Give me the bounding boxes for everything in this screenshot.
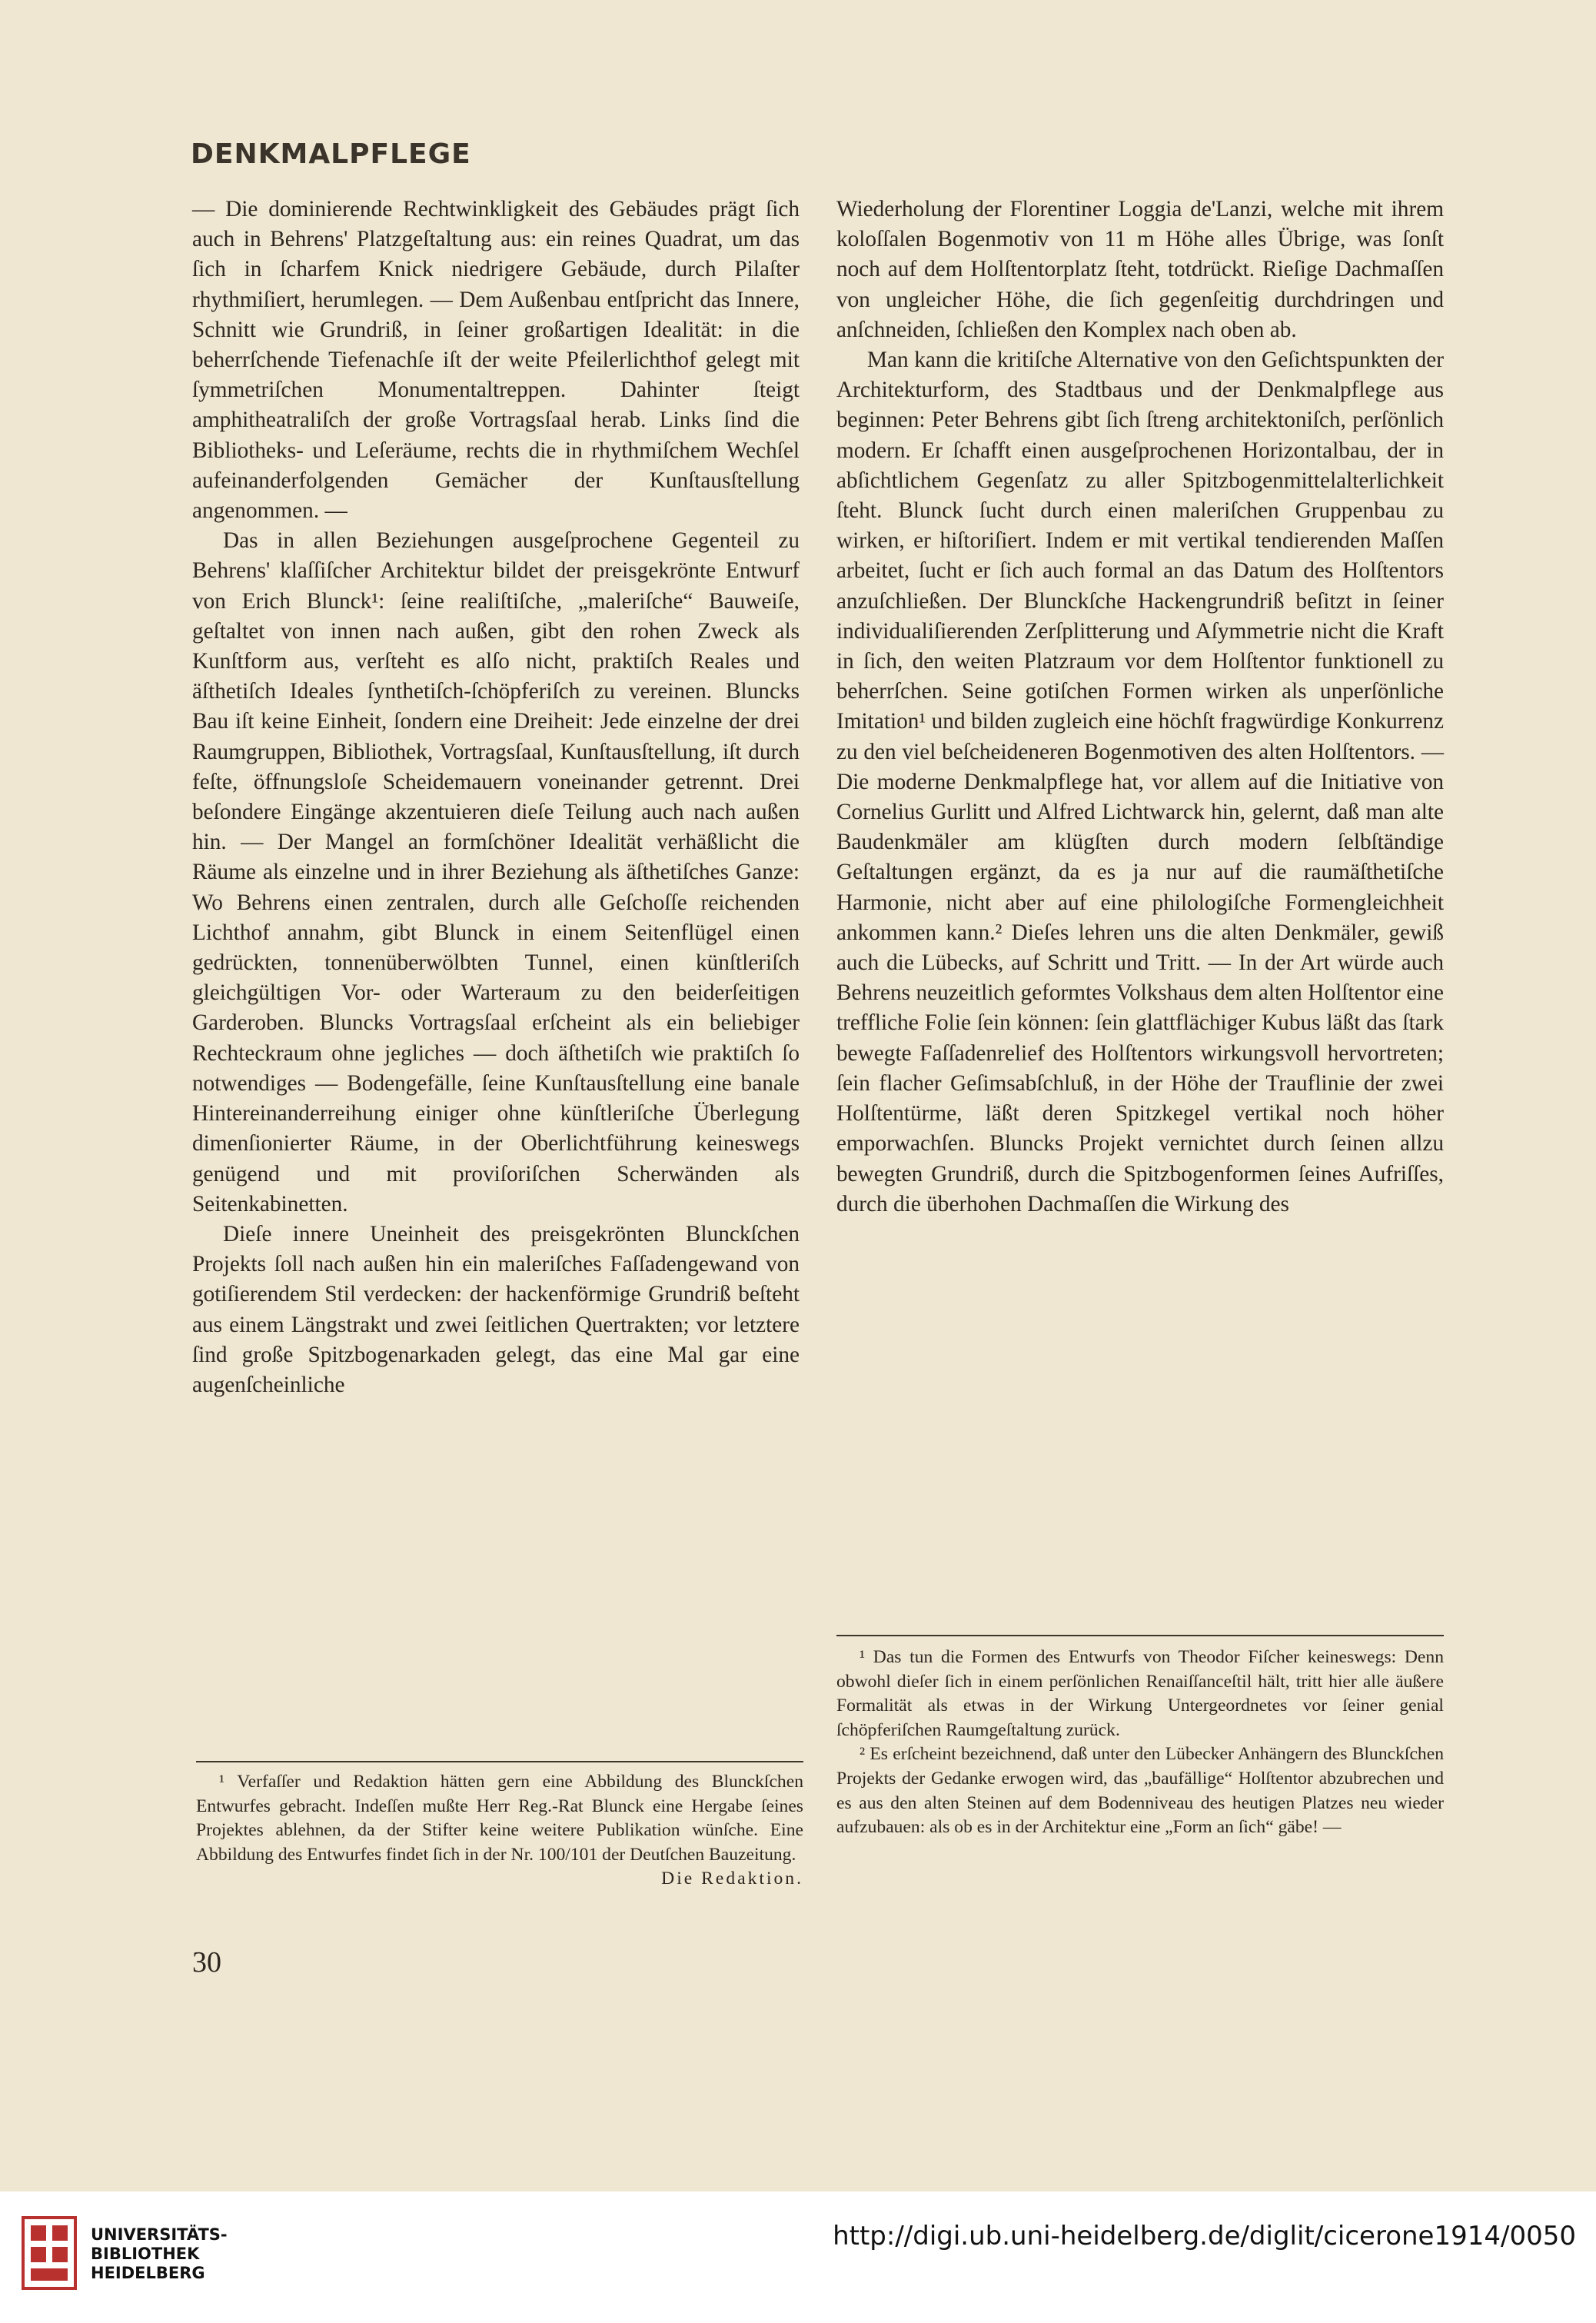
footnote-divider xyxy=(196,1761,803,1762)
source-url-link[interactable]: http://digi.ub.uni-heidelberg.de/diglit/cicerone1914/0050 xyxy=(833,2221,1576,2251)
paragraph: Das in allen Beziehungen ausgeſprochene Gegenteil zu Behrens' klaſſiſcher Architektur bildet der preisgekrönte Entwurf von Erich Blunck¹: ſeine realiſtiſche, „maleriſche“ Bauweiſe, geſtaltet von innen nach außen, gibt den rohen Zweck als Kunſtform aus, verſteht es alſo nicht, praktiſch Reales und äſthetiſch Ideales ſynthetiſch-ſchöpferiſch zu vereinen. Bluncks Bau iſt keine Einheit, ſondern eine Dreiheit: Jede einzelne der drei Raumgruppen, Bibliothek, Vortragsſaal, Kunſtausſtellung, iſt durch feſte, öffnungsloſe Scheidemauern voneinander getrennt. Drei beſondere Eingänge akzentuieren dieſe Teilung auch nach außen hin. — Der Mangel an formſchöner Idealität verhäßlicht die Räume als einzelne und in ihrer Beziehung als äſthetiſches Ganze: Wo Behrens einen zentralen, durch alle Geſchoſſe reichenden Lichthof annahm, gibt Blunck in einem Seitenflügel einen gedrückten, tonnenüberwölbten Tunnel, einen künſtleriſch gleichgültigen Vor- oder Warteraum zu den beiderſeitigen Garderoben. Bluncks Vortragsſaal erſcheint als ein beliebiger Rechteckraum ohne jegliches — doch äſthetiſch wie praktiſch ſo notwendiges — Bodengefälle, ſeine Kunſtausſtellung eine banale Hintereinanderreihung einiger ohne künſtleriſche Überlegung dimenſionierter Räume, in der Oberlichtführung keineswegs genügend und mit proviſoriſchen Scherwänden als Seitenkabinetten. xyxy=(192,528,800,1216)
footnote: ¹ Verfaſſer und Redaktion hätten gern eine Abbildung des Blunckſchen Entwurfes gebracht. Indeſſen mußte Herr Reg.-Rat Blunck eine Hergabe ſeines Projektes ablehnen, da der Stifter keine weitere Publikation wünſche. Eine Abbildung des Entwurfes findet ſich in der Nr. 100/101 der Deutſchen Bauzeitung. Die Redaktion. xyxy=(196,1770,803,1867)
paragraph: Dieſe innere Uneinheit des preisgekrönten Blunckſchen Projekts ſoll nach außen hin ein maleriſches Faſſadengewand von gotiſierendem Stil verdecken: der hackenförmige Grundriß beſteht aus einem Längstrakt und zwei ſeitlichen Quertrakten; vor letztere ſind große Spitzbogenarkaden gelegt, das eine Mal gar eine augenſcheinliche xyxy=(192,1221,800,1397)
university-seal-icon xyxy=(17,2213,81,2293)
paragraph: Man kann die kritiſche Alternative von den Geſichtspunkten der Architekturform, des Stadtbaus und der Denkmalpflege aus beginnen: Peter Behrens gibt ſich ſtreng architektoniſch, perſönlich modern. Er ſchafft einen ausgeſprochenen Horizontalbau, der in abſichtlichem Gegenſatz zu aller Spitzbogenmittelalterlichkeit ſteht. Blunck ſucht durch einen maleriſchen Gruppenbau zu wirken, er hiſtoriſiert. Indem er mit vertikal tendierenden Maſſen arbeitet, ſucht er ſich auch formal an das Datum des Holſtentors anzuſchließen. Der Blunckſche Hackengrundriß beſitzt in ſeiner individualiſierenden Zerſplitterung und Aſymmetrie nicht die Kraft in ſich, den weiten Platzraum vor dem Holſtentor funktionell zu beherrſchen. Seine gotiſchen Formen wirken als unperſönliche Imitation¹ und bilden zugleich eine höchſt fragwürdige Konkurrenz zu den viel beſcheideneren Bogenmotiven des alten Holſtentors. — Die moderne Denkmalpflege hat, vor allem auf die Initiative von Cornelius Gurlitt und Alfred Lichtwarck hin, gelernt, daß man alte Baudenkmäler am klügſten durch modern ſelbſtändige Geſtaltungen ergänzt, da es ja nur auf die raumäſthetiſche Harmonie, nicht aber auf eine philologiſche Formengleichheit ankommen kann.² Dieſes lehren uns die alten Denkmäler, gewiß auch die Lübecks, auf Schritt und Tritt. — In der Art würde auch Behrens neuzeitlich geformtes Volkshaus dem alten Holſtentor eine treffliche Folie ſein können: ſein glattflächiger Kubus läßt das ſtark bewegte Faſſadenrelief des Holſtentors wirkungsvoll hervortreten; ſein flacher Geſimsabſchluß, in der Höhe der Trauflinie der zwei Holſtentürme, läßt deren Spitzkegel vertikal noch höher emporwachſen. Bluncks Projekt vernichtet durch ſeinen allzu bewegten Grundriß, durch die Spitzbogenformen ſeines Aufriſſes, durch die überhohen Dachmaſſen die Wirkung des xyxy=(836,348,1444,1216)
text-column-right xyxy=(836,195,1444,1220)
paragraph: — Die dominierende Rechtwinkligkeit des Gebäudes prägt ſich auch in Behrens' Platzgeſtaltung aus: ein reines Quadrat, um das ſich in ſcharfem Knick niedrigere Gebäude, durch Pilaſter rhythmiſiert, herumlegen. — Dem Außenbau entſpricht das Innere, Schnitt wie Grundriß, in ſeiner großartigen Idealität: in die beherrſchende Tiefenachſe iſt der weite Pfeilerlichthof gelegt mit ſymmetriſchen Monumentaltreppen. Dahinter ſteigt amphitheatraliſch der große Vortragsſaal herab. Links ſind die Bibliotheks- und Leſeräume, rechts die in rhythmiſchem Wechſel aufeinanderfolgenden Gemächer der Kunſtausſtellung angenommen. — xyxy=(192,197,800,524)
viewer-footer xyxy=(0,2192,1596,2323)
footnote-block-right xyxy=(836,1646,1444,1840)
text-column-left xyxy=(192,195,800,1400)
footnote-signature: Die Redaktion. xyxy=(661,1869,803,1889)
footnote-divider xyxy=(836,1635,1444,1636)
footnote-block-left xyxy=(196,1770,803,1892)
footnote: ² Es erſcheint bezeichnend, daß unter den Lübecker Anhängern des Blunckſchen Projekts der Gedanke erwogen wird, das „baufällige“ Holſtentor abzubrechen und es aus den alten Steinen auf dem Bodenniveau des heutigen Platzes neu wieder aufzubauen: als ob es in der Architektur eine „Form an ſich“ gäbe! — xyxy=(836,1744,1444,1838)
library-name: UNIVERSITÄTS- BIBLIOTHEK HEIDELBERG xyxy=(91,2225,228,2282)
footnote: ¹ Das tun die Formen des Entwurfs von Theodor Fiſcher keineswegs: Denn obwohl dieſer ſich in einem perſönlichen Renaiſſanceſtil hält, tritt hier alle äußere Formalität als etwas in der Wirkung Untergeordnetes vor ſeiner genial ſchöpferiſchen Raumgeſtaltung zurück. xyxy=(836,1647,1444,1740)
paragraph: Wiederholung der Florentiner Loggia de'Lanzi, welche mit ihrem koloſſalen Bogenmotiv von 11 m Höhe alles Übrige, was ſonſt noch auf dem Holſtentorplatz ſteht, totdrückt. Rieſige Dachmaſſen von ungleicher Höhe, die ſich gegenſeitig durchdringen und anſchneiden, ſchließen den Komplex nach oben ab. xyxy=(836,197,1444,342)
running-header: DENKMALPFLEGE xyxy=(191,138,471,170)
page-number: 30 xyxy=(192,1946,221,1979)
